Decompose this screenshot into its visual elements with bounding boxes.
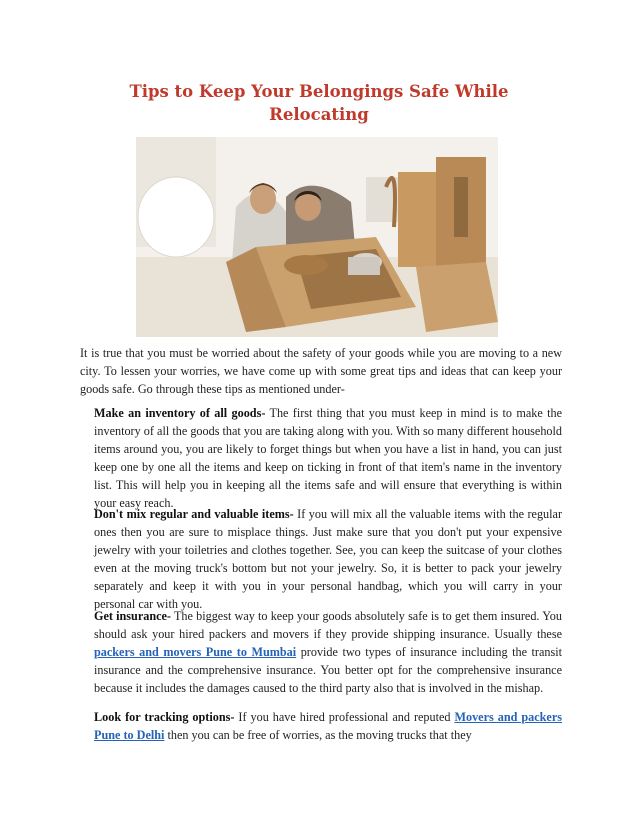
- couple-unpacking-boxes-photo: [136, 137, 498, 337]
- tip-heading: Make an inventory of all goods-: [94, 406, 266, 420]
- tip-text-after-link: provide two types of insurance including the transit insurance and the comprehensive insurance. You better opt for the comprehensive insurance because it includes the damages caused to the third party also that is involved in the mishap.: [94, 645, 562, 695]
- tip-insurance: [94, 607, 562, 697]
- tip-text: The first thing that you must keep in mind is to make the inventory of all the goods that you are taking along with you. With so many different household items around you, you are likely to forget things but when you have a list in hand, you can just keep one by one all the items and keep on ticking in front of that item's name in the inventory list. This will help you in keeping all the items safe and will ensure that everything is within your easy reach.: [94, 406, 562, 510]
- page-title-line-1: Tips to Keep Your Belongings Safe While: [129, 82, 509, 101]
- packers-movers-pune-mumbai-link[interactable]: packers and movers Pune to Mumbai: [94, 645, 297, 659]
- movers-packers-pune-delhi-link[interactable]: Movers and packers Pune to Delhi: [94, 710, 562, 742]
- tip-text-before-link: The biggest way to keep your goods absolutely safe is to get them insured. You should ask your hired packers and movers if they provide shipping insurance. Usually these: [94, 609, 562, 641]
- tip-heading: Look for tracking options-: [94, 710, 235, 724]
- tip-separate-valuables: [94, 505, 562, 613]
- tip-heading: Get insurance-: [94, 609, 171, 623]
- tip-heading: Don't mix regular and valuable items-: [94, 507, 294, 521]
- tip-text-before-link: If you have hired professional and reputed: [234, 710, 455, 724]
- page-title-line-2: Relocating: [269, 105, 369, 124]
- intro-paragraph: It is true that you must be worried about the safety of your goods while you are moving to a new city. To lessen your worries, we have come up with some great tips and ideas that can keep your goods safe. Go through these tips as mentioned under-: [80, 346, 562, 396]
- page-title: [80, 80, 558, 126]
- tip-inventory: [94, 404, 562, 512]
- tip-text-after-link: then you can be free of worries, as the moving trucks that they: [164, 728, 472, 742]
- tip-text: If you will mix all the valuable items with the regular ones then you are sure to misplace things. Just make sure that you don't put your expensive jewelry with your toiletries and clothes together. See, you can keep the suitcase of your clothes even at the moving truck's bottom but not your jewelry. So, it is better to pack your jewelry separately and keep it with you in your personal handbag, which you will carry in your personal car with you.: [94, 507, 563, 611]
- tip-tracking: [94, 708, 562, 744]
